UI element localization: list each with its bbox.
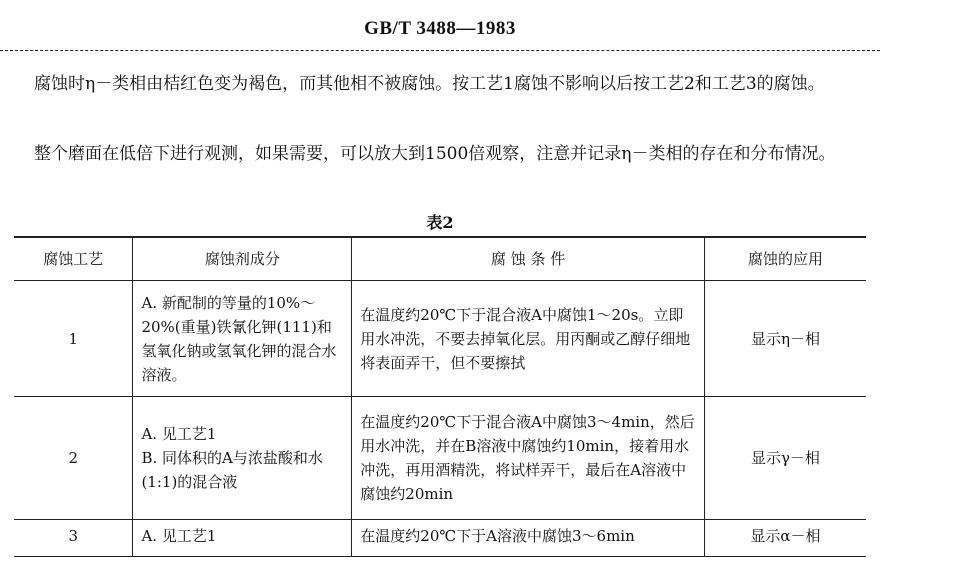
etching-condition: 在温度约20℃下于混合液A中腐蚀3～4min，然后用水冲洗，并在B溶液中腐蚀约10min，接着用水冲洗，再用酒精洗，将试样弄干，最后在A溶液中腐蚀约20min: [352, 397, 705, 520]
etching-condition: 在温度约20℃下于A溶液中腐蚀3～6min: [352, 520, 705, 557]
agent-composition: A. 新配制的等量的10%～20%(重量)铁氰化钾(111)和氢氧化钠或氢氧化钾的混合水溶液。: [133, 281, 352, 397]
agent-line-a: A. 见工艺1: [141, 425, 217, 443]
table-title: 表2: [426, 213, 454, 232]
agent-line-b: B. 同体积的A与浓盐酸和水(1:1)的混合液: [141, 449, 323, 491]
table-header-row: [14, 237, 866, 281]
header-agent: 腐蚀剂成分: [133, 237, 352, 281]
etching-condition: 在温度约20℃下于混合液A中腐蚀1～20s。立即用水冲洗，不要去掉氧化层。用丙酮或乙醇仔细地将表面弄干，但不要擦拭: [352, 281, 705, 397]
etching-application: 显示η－相: [704, 281, 866, 397]
header-condition: 腐 蚀 条 件: [352, 237, 705, 281]
step-number: 2: [14, 397, 133, 520]
standard-code: GB/T 3488—1983: [364, 18, 516, 39]
etching-application: 显示γ－相: [704, 397, 866, 520]
agent-composition: A. 见工艺1: [133, 520, 352, 557]
body-paragraph-etching-result: 腐蚀时η－类相由桔红色变为褐色，而其他相不被腐蚀。按工艺1腐蚀不影响以后按工艺2和工艺3的腐蚀。: [34, 74, 825, 94]
page-header: [0, 0, 960, 56]
table-row: [14, 397, 866, 520]
body-paragraph-observation: 整个磨面在低倍下进行观测，如果需要，可以放大到1500倍观察，注意并记录η－类相的存在和分布情况。: [34, 144, 836, 164]
etching-application: 显示α－相: [704, 520, 866, 557]
header-application: 腐蚀的应用: [704, 237, 866, 281]
agent-composition: [133, 397, 352, 520]
step-number: 3: [14, 520, 133, 557]
step-number: 1: [14, 281, 133, 397]
table-row: [14, 520, 866, 557]
table-row: [14, 281, 866, 397]
header-step: 腐蚀工艺: [14, 237, 133, 281]
header-dashed-rule: [0, 50, 880, 51]
etching-process-table: [14, 236, 866, 557]
